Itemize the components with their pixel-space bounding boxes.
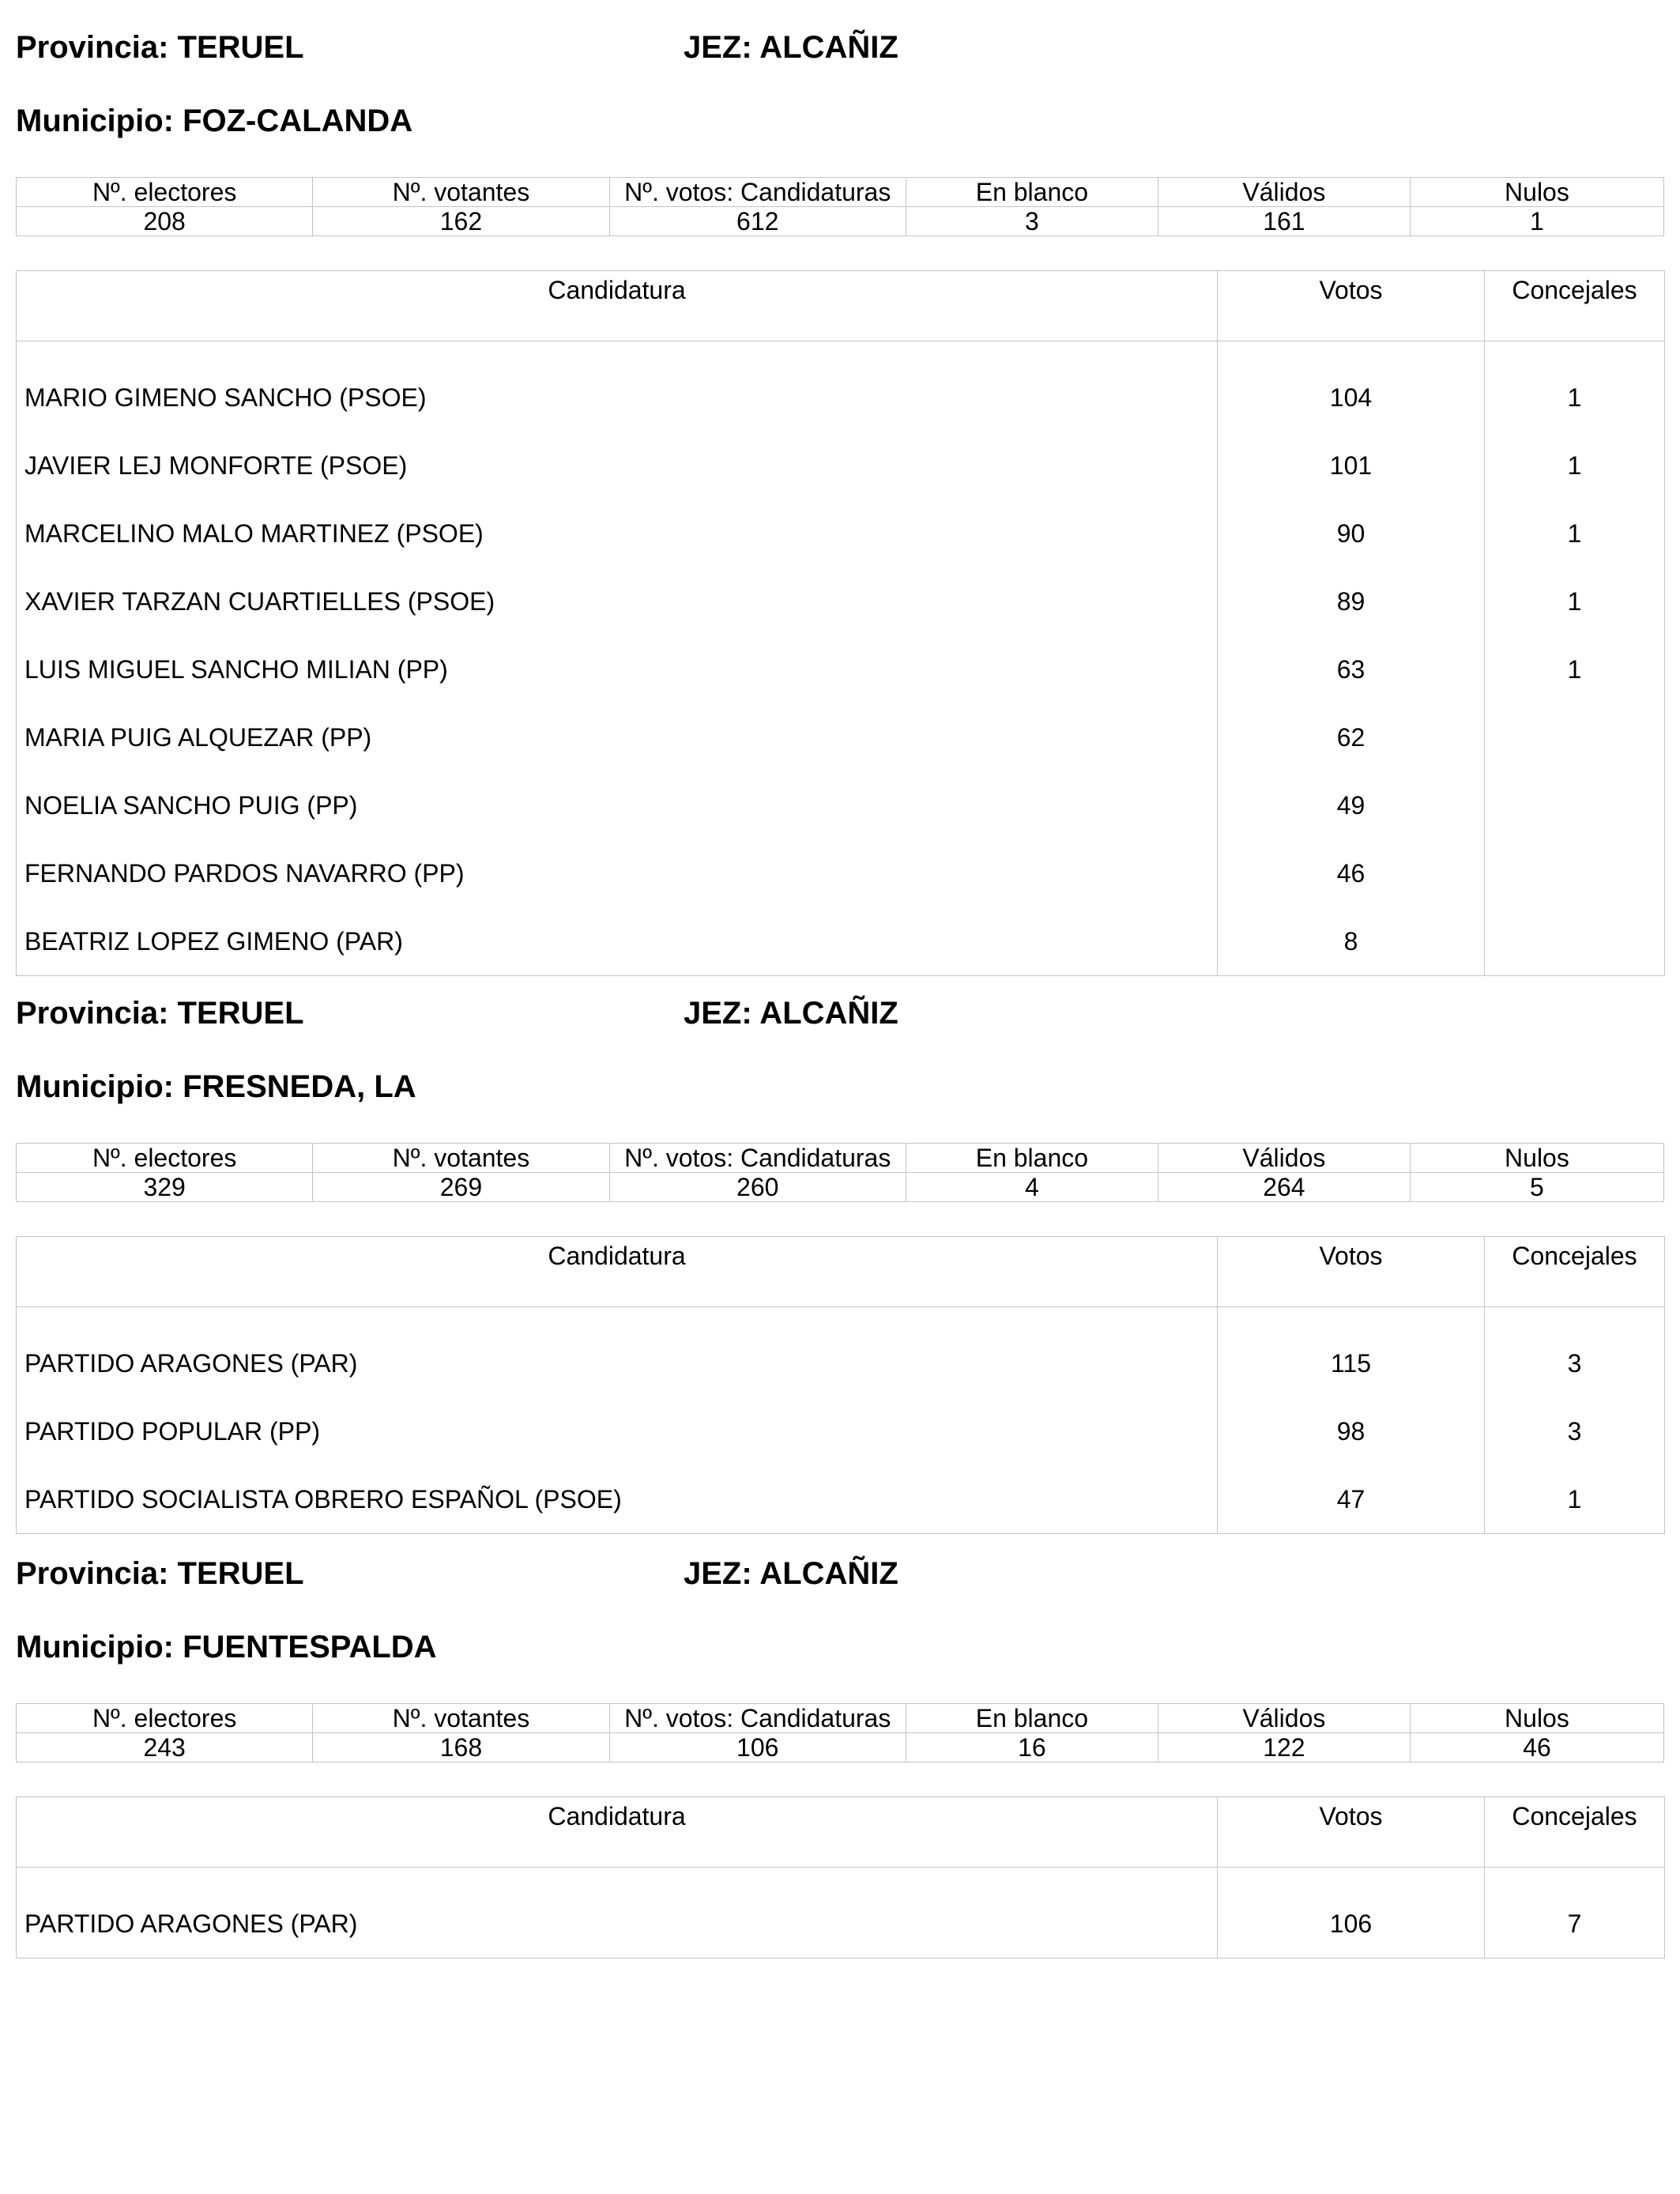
section-header <box>16 990 1664 1037</box>
candidate-votos: 98 <box>1218 1397 1485 1465</box>
stats-header-row <box>17 1704 1664 1733</box>
stats-value-cell: 1 <box>1410 207 1663 236</box>
stats-value-row <box>17 207 1664 236</box>
stats-header-cell: Nº. votantes <box>313 1704 609 1733</box>
candidate-concejales: 3 <box>1485 1397 1665 1465</box>
stats-header-cell: Válidos <box>1158 1704 1410 1733</box>
candidate-votos: 101 <box>1218 432 1485 499</box>
candidate-concejales: 1 <box>1485 499 1665 567</box>
stats-value-cell: 106 <box>609 1733 906 1762</box>
candidate-concejales: 1 <box>1485 1465 1665 1534</box>
candidaturas-table <box>16 1796 1665 1958</box>
candidate-row <box>17 907 1665 976</box>
stats-header-cell: Nº. electores <box>17 178 313 207</box>
candidaturas-header-row <box>17 271 1665 341</box>
stats-header-cell: Nº. votos: Candidaturas <box>609 178 906 207</box>
stats-header-row <box>17 178 1664 207</box>
candidate-row <box>17 341 1665 432</box>
stats-value-cell: 168 <box>313 1733 609 1762</box>
candidate-row <box>17 771 1665 839</box>
candidate-row <box>17 1307 1665 1398</box>
candidate-name: MARIA PUIG ALQUEZAR (PP) <box>17 703 1218 771</box>
candidaturas-table <box>16 1236 1665 1534</box>
candidate-votos: 89 <box>1218 567 1485 635</box>
candidate-votos: 62 <box>1218 703 1485 771</box>
stats-header-cell: Nº. electores <box>17 1704 313 1733</box>
candidate-row <box>17 635 1665 703</box>
candidate-name: PARTIDO POPULAR (PP) <box>17 1397 1218 1465</box>
jez-label: JEZ: ALCAÑIZ <box>684 1556 898 1591</box>
section-header <box>16 1550 1664 1597</box>
candidate-name: PARTIDO SOCIALISTA OBRERO ESPAÑOL (PSOE) <box>17 1465 1218 1534</box>
stats-header-cell: En blanco <box>906 1704 1158 1733</box>
stats-value-cell: 243 <box>17 1733 313 1762</box>
candidate-row <box>17 1397 1665 1465</box>
candidate-votos: 104 <box>1218 341 1485 432</box>
stats-table <box>16 177 1664 236</box>
candidate-name: LUIS MIGUEL SANCHO MILIAN (PP) <box>17 635 1218 703</box>
stats-header-cell: Nº. votantes <box>313 178 609 207</box>
municipio-title: Municipio: FOZ-CALANDA <box>16 104 413 138</box>
stats-header-cell: Nº. votos: Candidaturas <box>609 1704 906 1733</box>
candidate-concejales: 1 <box>1485 635 1665 703</box>
candidate-concejales <box>1485 907 1665 976</box>
candidate-votos: 63 <box>1218 635 1485 703</box>
header-concejales: Concejales <box>1485 1237 1665 1307</box>
stats-table <box>16 1703 1664 1762</box>
stats-value-cell: 161 <box>1158 207 1410 236</box>
candidate-name: PARTIDO ARAGONES (PAR) <box>17 1868 1218 1958</box>
stats-header-cell: En blanco <box>906 178 1158 207</box>
candidate-name: FERNANDO PARDOS NAVARRO (PP) <box>17 839 1218 907</box>
stats-value-cell: 162 <box>313 207 609 236</box>
candidate-concejales: 1 <box>1485 341 1665 432</box>
candidate-name: JAVIER LEJ MONFORTE (PSOE) <box>17 432 1218 499</box>
municipio-title: Municipio: FUENTESPALDA <box>16 1630 437 1664</box>
candidaturas-header-row <box>17 1237 1665 1307</box>
header-votos: Votos <box>1218 1237 1485 1307</box>
candidate-concejales: 1 <box>1485 432 1665 499</box>
candidate-concejales: 3 <box>1485 1307 1665 1398</box>
candidate-concejales <box>1485 839 1665 907</box>
provincia-label: Provincia: TERUEL <box>16 996 304 1031</box>
candidate-row <box>17 703 1665 771</box>
stats-value-row <box>17 1173 1664 1202</box>
candidate-name: MARIO GIMENO SANCHO (PSOE) <box>17 341 1218 432</box>
stats-header-cell: Nº. electores <box>17 1144 313 1173</box>
stats-value-cell: 16 <box>906 1733 1158 1762</box>
stats-header-cell: Nulos <box>1410 178 1663 207</box>
header-candidatura: Candidatura <box>17 1797 1218 1868</box>
candidate-row <box>17 1465 1665 1534</box>
stats-value-cell: 260 <box>609 1173 906 1202</box>
stats-value-cell: 5 <box>1410 1173 1663 1202</box>
candidate-name: XAVIER TARZAN CUARTIELLES (PSOE) <box>17 567 1218 635</box>
candidate-name: PARTIDO ARAGONES (PAR) <box>17 1307 1218 1398</box>
stats-header-cell: Nº. votantes <box>313 1144 609 1173</box>
candidate-row <box>17 432 1665 499</box>
candidate-votos: 46 <box>1218 839 1485 907</box>
candidate-name: BEATRIZ LOPEZ GIMENO (PAR) <box>17 907 1218 976</box>
candidate-votos: 47 <box>1218 1465 1485 1534</box>
stats-value-cell: 329 <box>17 1173 313 1202</box>
stats-header-cell: En blanco <box>906 1144 1158 1173</box>
header-votos: Votos <box>1218 1797 1485 1868</box>
candidate-votos: 8 <box>1218 907 1485 976</box>
header-candidatura: Candidatura <box>17 1237 1218 1307</box>
header-candidatura: Candidatura <box>17 271 1218 341</box>
header-votos: Votos <box>1218 271 1485 341</box>
stats-header-cell: Nulos <box>1410 1144 1663 1173</box>
stats-header-cell: Nulos <box>1410 1704 1663 1733</box>
stats-value-cell: 269 <box>313 1173 609 1202</box>
candidate-row <box>17 839 1665 907</box>
candidate-concejales: 7 <box>1485 1868 1665 1958</box>
stats-header-cell: Válidos <box>1158 1144 1410 1173</box>
stats-value-cell: 4 <box>906 1173 1158 1202</box>
candidate-row <box>17 1868 1665 1958</box>
stats-value-cell: 208 <box>17 207 313 236</box>
municipio-title: Municipio: FRESNEDA, LA <box>16 1069 416 1104</box>
stats-value-cell: 46 <box>1410 1733 1663 1762</box>
stats-value-cell: 122 <box>1158 1733 1410 1762</box>
stats-header-cell: Nº. votos: Candidaturas <box>609 1144 906 1173</box>
candidate-name: NOELIA SANCHO PUIG (PP) <box>17 771 1218 839</box>
provincia-label: Provincia: TERUEL <box>16 1556 304 1591</box>
stats-value-cell: 264 <box>1158 1173 1410 1202</box>
candidaturas-table <box>16 270 1665 976</box>
candidate-votos: 106 <box>1218 1868 1485 1958</box>
candidate-votos: 90 <box>1218 499 1485 567</box>
stats-header-cell: Válidos <box>1158 178 1410 207</box>
jez-label: JEZ: ALCAÑIZ <box>684 30 898 65</box>
stats-value-cell: 3 <box>906 207 1158 236</box>
candidate-name: MARCELINO MALO MARTINEZ (PSOE) <box>17 499 1218 567</box>
section-header <box>16 24 1664 71</box>
candidate-row <box>17 567 1665 635</box>
candidate-votos: 115 <box>1218 1307 1485 1398</box>
provincia-label: Provincia: TERUEL <box>16 30 304 65</box>
header-concejales: Concejales <box>1485 1797 1665 1868</box>
candidaturas-header-row <box>17 1797 1665 1868</box>
candidate-concejales <box>1485 703 1665 771</box>
header-concejales: Concejales <box>1485 271 1665 341</box>
stats-table <box>16 1143 1664 1202</box>
stats-value-cell: 612 <box>609 207 906 236</box>
candidate-votos: 49 <box>1218 771 1485 839</box>
candidate-concejales <box>1485 771 1665 839</box>
stats-header-row <box>17 1144 1664 1173</box>
stats-value-row <box>17 1733 1664 1762</box>
candidate-concejales: 1 <box>1485 567 1665 635</box>
jez-label: JEZ: ALCAÑIZ <box>684 996 898 1031</box>
candidate-row <box>17 499 1665 567</box>
